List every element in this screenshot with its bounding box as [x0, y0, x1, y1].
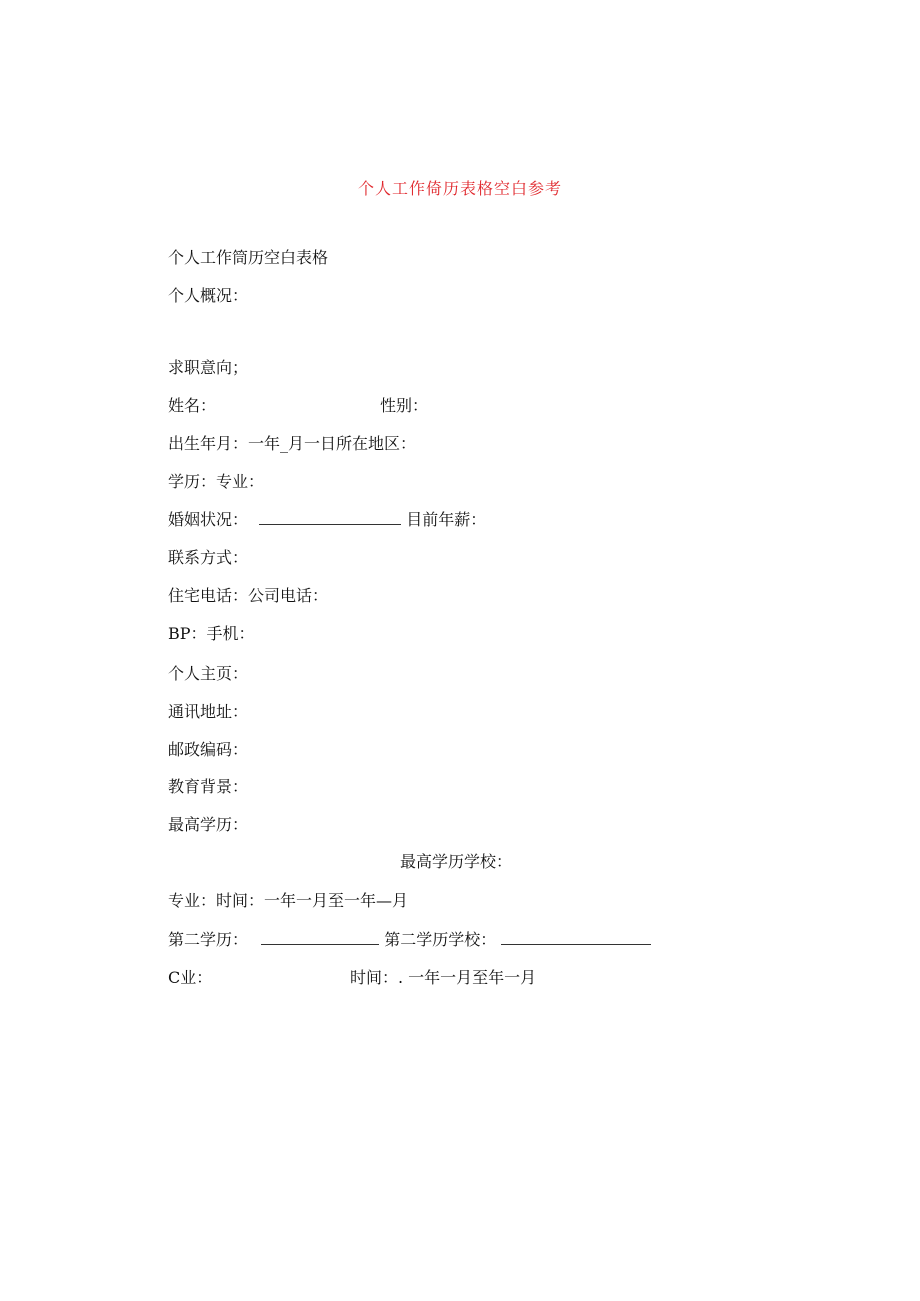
second-degree-label: 第二学历：: [168, 930, 249, 949]
subtitle: 个人工作筒历空白表格: [168, 248, 329, 267]
phones-label: 住宅电话：公司电话：: [168, 586, 329, 605]
address-label: 通讯地址：: [168, 702, 249, 721]
c-time-label: 时间：. 一年一月至年一月: [350, 968, 537, 987]
marital-label: 婚姻状况：: [168, 510, 249, 529]
contact-label: 联系方式：: [168, 548, 249, 567]
birth-label: 出生年月：一年_月一日所在地区：: [168, 434, 417, 453]
c-major-label: C业：: [168, 968, 213, 987]
major-time-label: 专业：时间：一年一月至一年—月: [168, 891, 409, 910]
name-label: 姓名：: [168, 396, 217, 415]
bp-mobile-label: BP：手机：: [168, 624, 255, 643]
overview-label: 个人概况：: [168, 286, 249, 305]
second-degree-blank[interactable]: [261, 930, 379, 945]
second-school-label: 第二学历学校：: [384, 930, 497, 949]
marital-row: [168, 510, 486, 530]
second-degree-row: [168, 930, 651, 950]
document-title: 个人工作倚历表格空白参考: [357, 179, 562, 198]
marital-blank[interactable]: [259, 510, 401, 525]
salary-label: 目前年薪：: [406, 510, 487, 529]
highest-degree-label: 最高学历：: [168, 815, 249, 834]
job-intent-label: 求职意向；: [168, 358, 249, 377]
education-major-label: 学历：专业：: [168, 472, 265, 491]
homepage-label: 个人主页：: [168, 664, 249, 683]
highest-school-label: 最高学历学校：: [400, 852, 513, 871]
second-school-blank[interactable]: [501, 930, 651, 945]
postcode-label: 邮政编码：: [168, 740, 249, 759]
gender-label: 性别：: [380, 396, 429, 415]
education-background-label: 教育背景：: [168, 777, 249, 796]
